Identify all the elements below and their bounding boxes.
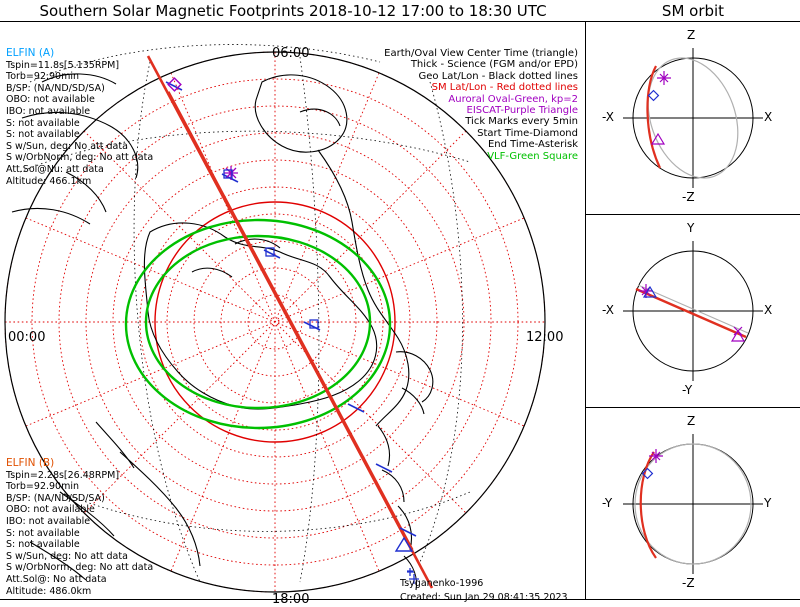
orbit-xy-label-negx: -X (602, 303, 614, 317)
orbit-xy-label-negy: -Y (682, 383, 693, 397)
probe-b-line-5: S: not available (6, 527, 80, 539)
probe-a-line-1: Torb=92.90min (6, 71, 80, 83)
probe-b-line-1: Torb=92.90min (6, 481, 80, 493)
legend-item-4: Auroral Oval-Green, kp=2 (448, 93, 578, 105)
legend-item-8: End Time-Asterisk (487, 139, 578, 151)
orbit-yz-label-negy: -Y (602, 496, 613, 510)
probe-b-line-6: S: not available (6, 539, 80, 551)
probe-b-line-9: Att.Sol@: No att data (6, 573, 107, 585)
probe-b-line-7: S w/Sun, deg: No att data (6, 550, 128, 562)
probe-a-line-2: B/SP: (NA/ND/SD/SA) (6, 82, 105, 94)
legend-item-1: Thick - Science (FGM and/or EPD) (410, 59, 578, 71)
orbit-panel-yz[interactable] (586, 408, 800, 601)
probe-a-line-5: S: not available (6, 117, 80, 129)
legend-item-6: Tick Marks every 5min (465, 116, 578, 128)
legend-item-7: Start Time-Diamond (477, 127, 578, 139)
legend-item-0: Earth/Oval View Center Time (triangle) (384, 48, 578, 59)
probe-a-line-9: Att.Sol@Nu: att data (6, 163, 104, 175)
orbit-yz-label-negz: -Z (682, 576, 695, 590)
orbit-xz-label-negx: -X (602, 110, 614, 124)
probe-b-line-10: Altitude: 486.0km (6, 585, 92, 597)
probe-b-name: ELFIN (B) (6, 457, 55, 469)
clock-label-left: 00:00 (8, 330, 46, 345)
orbit-xz-label-x: X (764, 110, 773, 124)
legend-item-3: SM Lat/Lon - Red dotted lines (431, 82, 578, 94)
footprint-map-panel[interactable] (0, 22, 586, 607)
orbit-xy-label-x: X (764, 303, 773, 317)
legend-item-5: EISCAT-Purple Triangle (466, 105, 578, 117)
clock-label-top: 06:00 (272, 46, 310, 61)
orbit-yz-label-z: Z (687, 414, 696, 428)
probe-a-line-4: IBO: not available (6, 105, 91, 117)
auroral-oval (126, 220, 390, 428)
orbit-panel-xy[interactable] (586, 215, 800, 408)
legend-item-9: VLF-Green Square (487, 150, 578, 162)
probe-a-line-8: S w/OrbNorm, deg: No att data (6, 152, 154, 164)
model-label: Tsyganenko-1996 (400, 578, 484, 589)
orbit-xz-label-negz: -Z (682, 190, 695, 204)
probe-a-line-6: S: not available (6, 129, 80, 141)
probe-b-line-3: OBO: not available (6, 504, 95, 516)
legend-item-2: Geo Lat/Lon - Black dotted lines (418, 70, 578, 82)
orbit-xy-label-y: Y (687, 221, 695, 235)
probe-b-info (6, 458, 153, 597)
clock-label-right: 12:00 (526, 330, 564, 345)
legend (318, 48, 578, 162)
probe-b-line-4: IBO: not available (6, 515, 91, 527)
orbit-yz-label-y: Y (764, 496, 772, 510)
orbit-panel-xz[interactable] (586, 22, 800, 215)
sm-orbit-title: SM orbit (661, 2, 725, 20)
probe-a-line-7: S w/Sun, deg: No att data (6, 140, 128, 152)
probe-b-line-0: Tspin=2.28s[26.48RPM] (6, 469, 120, 481)
page-title: Southern Solar Magnetic Footprints 2018-10-12 17:00 to 18:30 UTC (39, 2, 547, 20)
orbit-xz-label-z: Z (687, 28, 696, 42)
probe-a-line-0: Tspin=11.8s[5.135RPM] (6, 59, 120, 71)
probe-a-line-10: Altitude: 466.1km (6, 175, 92, 187)
probe-b-line-2: B/SP: (NA/ND/SD/SA) (6, 492, 105, 504)
probe-a-line-3: OBO: not available (6, 94, 95, 106)
clock-label-bottom: 18:00 (272, 592, 310, 607)
probe-a-name: ELFIN (A) (6, 47, 55, 59)
probe-a-info (6, 48, 153, 187)
probe-b-line-8: S w/OrbNorm, deg: No att data (6, 562, 154, 574)
created-label: Created: Sun Jan 29 08:41:35 2023 (400, 592, 568, 603)
